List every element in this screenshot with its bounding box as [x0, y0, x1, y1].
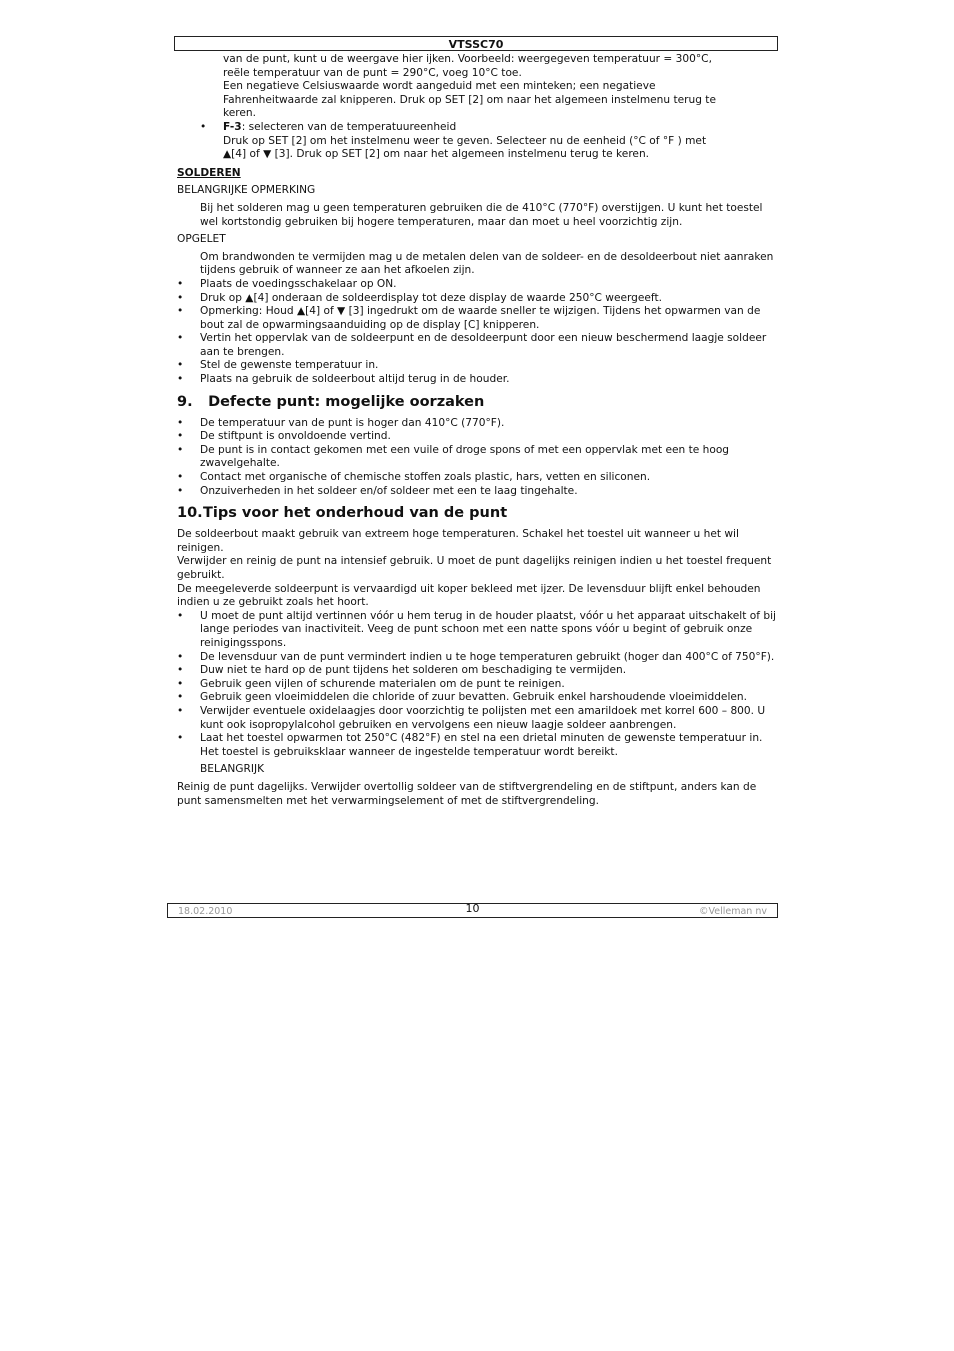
paragraph: Verwijder en reinig de punt na intensief gebruik. U moet de punt dagelijks reinigen indien u het toestel frequent gebruikt. — [177, 555, 772, 581]
list-item: • Plaats na gebruik de soldeerbout altijd terug in de houder. — [177, 373, 777, 387]
f3-code: F-3 — [223, 120, 242, 133]
page-number: 10 — [465, 902, 480, 915]
soldering-title: SOLDEREN — [177, 166, 241, 179]
continuation-line: Een negatieve Celsiuswaarde wordt aangeduid met een minteken; een negatieve — [223, 80, 656, 93]
caution-text: Om brandwonden te vermijden mag u de metalen delen van de soldeer- en de desoldeerbout niet aanraken tijdens gebruik of wanneer ze aan het afkoelen zijn. — [200, 250, 774, 277]
f3-line: Druk op SET [2] om het instelmenu weer te geven. Selecteer nu de eenheid (°C of °F ) met — [223, 134, 707, 147]
continuation-line: reële temperatuur van de punt = 290°C, voeg 10°C toe. — [223, 66, 522, 79]
important-text: Reinig de punt dagelijks. Verwijder overtollig soldeer van de stiftvergrendeling en de stiftpunt, anders kan de punt samensmelten met het verwarmingselement of met de stiftvergrendeling. — [177, 780, 757, 807]
section-9-heading — [177, 393, 777, 411]
soldering-list — [177, 278, 777, 387]
section-9-number: 9. — [177, 393, 193, 410]
f3-list — [177, 121, 777, 162]
list-item: • Plaats de voedingsschakelaar op ON. — [177, 278, 777, 292]
paragraph: De soldeerbout maakt gebruik van extreem hoge temperaturen. Schakel het toestel uit wanneer u het wil reinigen. — [177, 528, 739, 554]
section-9-list — [177, 417, 777, 499]
f3-description: : selecteren van de temperatuureenheid — [241, 120, 457, 133]
continuation-line: Fahrenheitwaarde zal knipperen. Druk op SET [2] om naar het algemeen instelmenu terug te — [223, 93, 716, 106]
caution-label: OPGELET — [177, 233, 226, 246]
list-item: • Duw niet te hard op de punt tijdens het solderen om beschadiging te vermijden. — [177, 664, 777, 678]
continuation-line: van de punt, kunt u de weergave hier ijken. Voorbeeld: weergegeven temperatuur = 300°C, — [223, 53, 712, 65]
document-footer — [167, 903, 778, 918]
list-item: • De stiftpunt is onvoldoende vertind. — [177, 430, 777, 444]
list-item: • U moet de punt altijd vertinnen vóór u hem terug in de houder plaatst, vóór u het apparaat uitschakelt of bij lange periodes van inactiviteit. Veeg de punt schoon met een natte spons vóór u begint of gebruik onze reinigingsspons. — [177, 610, 777, 651]
footer-date: 18.02.2010 — [178, 906, 233, 917]
list-item: • De levensduur van de punt vermindert indien u te hoge temperaturen gebruikt (hoger dan 400°C of 750°F). — [177, 651, 777, 665]
section-10-title: Tips voor het onderhoud van de punt — [203, 505, 508, 522]
header-title: VTSSC70 — [448, 38, 504, 51]
list-item: • Contact met organische of chemische stoffen zoals plastic, hars, vetten en siliconen. — [177, 471, 777, 485]
f3-item — [177, 121, 777, 162]
list-item: • De punt is in contact gekomen met een vuile of droge spons of met een oppervlak met een te hoog zwavelgehalte. — [177, 444, 777, 471]
continuation-block — [177, 53, 777, 121]
list-item: • Gebruik geen vijlen of schurende materialen om de punt te reinigen. — [177, 678, 777, 692]
list-item: • Gebruik geen vloeimiddelen die chloride of zuur bevatten. Gebruik enkel harshoudende vloeimiddelen. — [177, 691, 777, 705]
list-item: • Verwijder eventuele oxidelaagjes door voorzichtig te polijsten met een amarildoek met korrel 600 – 800. U kunt ook isopropylalcohol gebruiken en vervolgens een nieuw laagje soldeer aanbrengen. — [177, 705, 777, 732]
important-note-text: Bij het solderen mag u geen temperaturen gebruiken die de 410°C (770°F) overstijgen. U kunt het toestel wel kortstondig gebruiken bij hogere temperaturen, maar dan moet u heel voorzichtig zijn. — [200, 201, 763, 228]
list-item: • Laat het toestel opwarmen tot 250°C (482°F) en stel na een drietal minuten de gewenste temperatuur in. Het toestel is gebruiksklaar wanneer de ingestelde temperatuur wordt bereikt. — [177, 732, 777, 759]
list-item: • Druk op ▲[4] onderaan de soldeerdisplay tot deze display de waarde 250°C weergeeft. — [177, 292, 777, 306]
page-content — [177, 53, 777, 808]
list-item: • Vertin het oppervlak van de soldeerpunt en de desoldeerpunt door een nieuw beschermend laagje soldeer aan te brengen. — [177, 332, 777, 359]
section-10-heading — [177, 504, 777, 522]
list-item: • Stel de gewenste temperatuur in. — [177, 359, 777, 373]
f3-line: ▲[4] of ▼ [3]. Druk op SET [2] om naar het algemeen instelmenu terug te keren. — [223, 148, 650, 161]
paragraph: De meegeleverde soldeerpunt is vervaardigd uit koper bekleed met ijzer. De levensduur blijft enkel behouden indien u ze gebruikt zoals het hoort. — [177, 582, 761, 609]
section-10-number: 10. — [177, 505, 203, 522]
important-note-label: BELANGRIJKE OPMERKING — [177, 184, 316, 197]
list-item: • Onzuiverheden in het soldeer en/of soldeer met een te laag tingehalte. — [177, 485, 777, 499]
footer-copyright: ©Velleman nv — [699, 906, 767, 917]
document-header — [174, 36, 778, 51]
list-item: • Opmerking: Houd ▲[4] of ▼ [3] ingedrukt om de waarde sneller te wijzigen. Tijdens het opwarmen van de bout zal de opwarmingsaanduiding op de display [C] knipperen. — [177, 305, 777, 332]
section-10-list — [177, 610, 777, 760]
list-item: • De temperatuur van de punt is hoger dan 410°C (770°F). — [177, 417, 777, 431]
section-9-title: Defecte punt: mogelijke oorzaken — [208, 393, 485, 410]
important-label: BELANGRIJK — [200, 763, 265, 776]
continuation-line: keren. — [223, 107, 256, 120]
